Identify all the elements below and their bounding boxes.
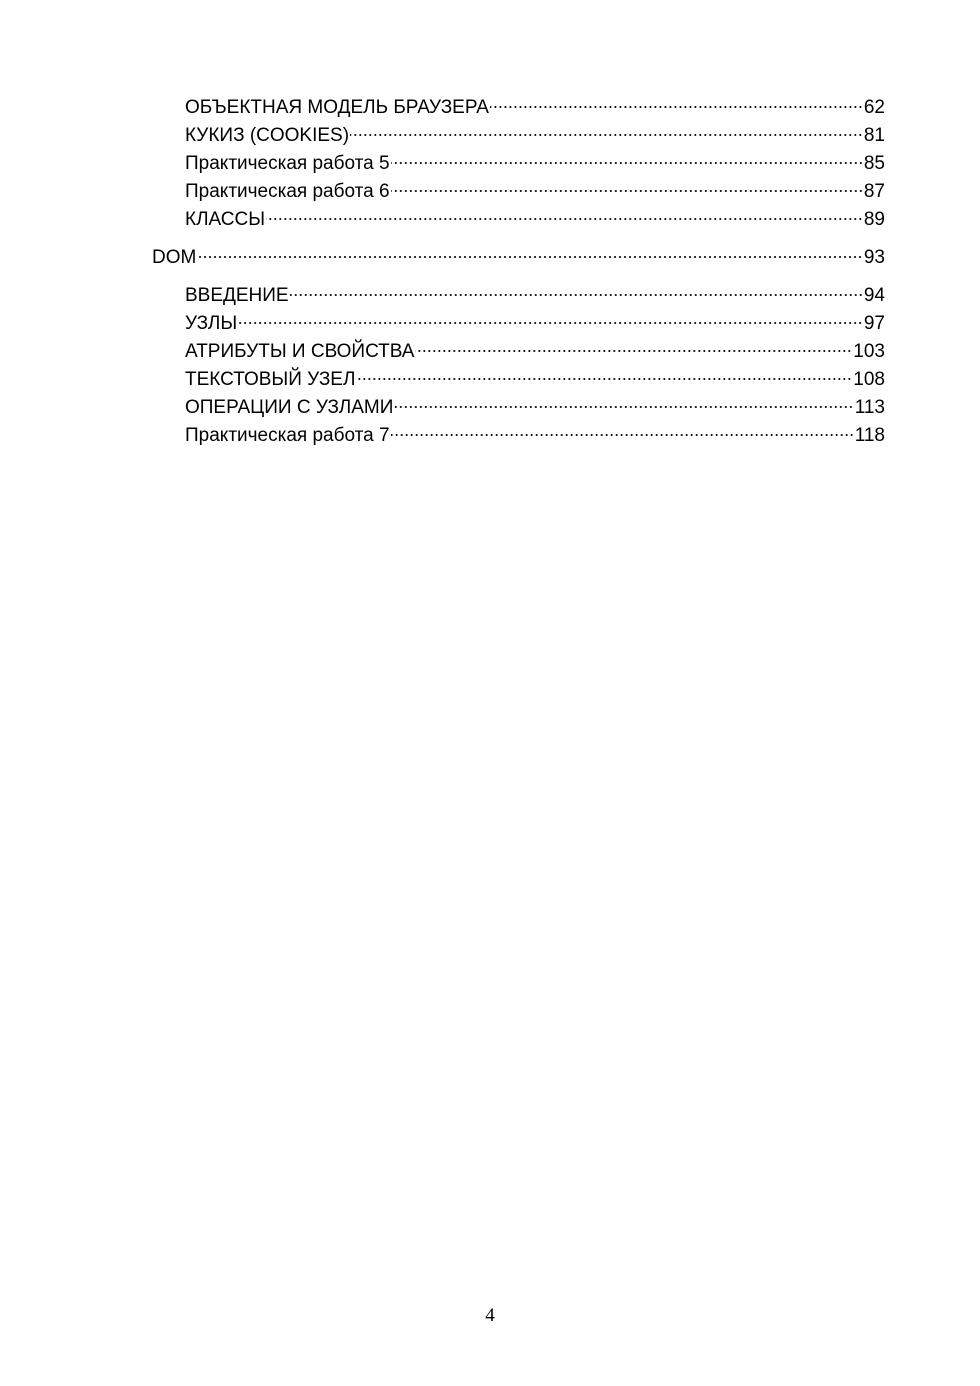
toc-entry-title: КЛАССЫ	[185, 209, 266, 230]
toc-entry-page: 89	[863, 209, 885, 230]
toc-entry-page: 62	[863, 97, 885, 118]
toc-entry-title: Практическая работа 6	[185, 181, 390, 202]
dot-leader	[490, 105, 863, 109]
toc-entry[interactable]	[152, 282, 885, 310]
toc-entry-title: Практическая работа 5	[185, 153, 390, 174]
toc-entry-title: АТРИБУТЫ И СВОЙСТВА	[185, 341, 415, 362]
toc-entry[interactable]	[152, 122, 885, 150]
dot-leader	[290, 293, 863, 297]
toc-chapter-entry[interactable]	[152, 244, 885, 272]
toc-entry-page: 103	[853, 341, 885, 362]
toc-entry-title: КУКИЗ (COOKIES)	[185, 125, 350, 146]
toc-entry-page: 118	[854, 425, 885, 446]
dot-leader	[197, 255, 863, 259]
dot-leader	[391, 161, 863, 165]
dot-leader	[266, 217, 863, 221]
toc-entry-title: УЗЛЫ	[185, 313, 238, 334]
toc-entry-page: 94	[863, 285, 885, 306]
toc-entry-title: ВВЕДЕНИЕ	[185, 285, 289, 306]
toc-entry-title: ОБЪЕКТНАЯ МОДЕЛЬ БРАУЗЕРА	[185, 97, 489, 118]
toc-entry-page: 93	[863, 247, 885, 268]
dot-leader	[350, 133, 863, 137]
toc-entry-page: 81	[863, 125, 885, 146]
toc-entry-title: ТЕКСТОВЫЙ УЗЕЛ	[185, 369, 356, 390]
toc-entry[interactable]	[152, 338, 885, 366]
toc-entry[interactable]	[152, 366, 885, 394]
toc-entry[interactable]	[152, 150, 885, 178]
toc-entry-title: Практическая работа 7	[185, 425, 390, 446]
toc-entry[interactable]	[152, 178, 885, 206]
toc-entry-page: 108	[853, 369, 885, 390]
toc-entry-page: 113	[854, 397, 885, 418]
toc-entry-page: 87	[863, 181, 885, 202]
toc-entry[interactable]	[152, 206, 885, 234]
dot-leader	[415, 349, 852, 353]
dot-leader	[238, 321, 863, 325]
toc-entry[interactable]	[152, 94, 885, 122]
dot-leader	[356, 377, 852, 381]
toc-entry-page: 97	[863, 313, 885, 334]
toc-entry-title: DOM	[152, 247, 197, 268]
dot-leader	[391, 189, 863, 193]
toc-entry[interactable]	[152, 422, 885, 450]
table-of-contents	[152, 94, 885, 450]
page-number: 4	[485, 1305, 495, 1326]
dot-leader	[391, 433, 854, 437]
toc-entry-title: ОПЕРАЦИИ С УЗЛАМИ	[185, 397, 394, 418]
toc-entry[interactable]	[152, 394, 885, 422]
toc-entry-page: 85	[863, 153, 885, 174]
dot-leader	[394, 405, 853, 409]
toc-entry[interactable]	[152, 310, 885, 338]
